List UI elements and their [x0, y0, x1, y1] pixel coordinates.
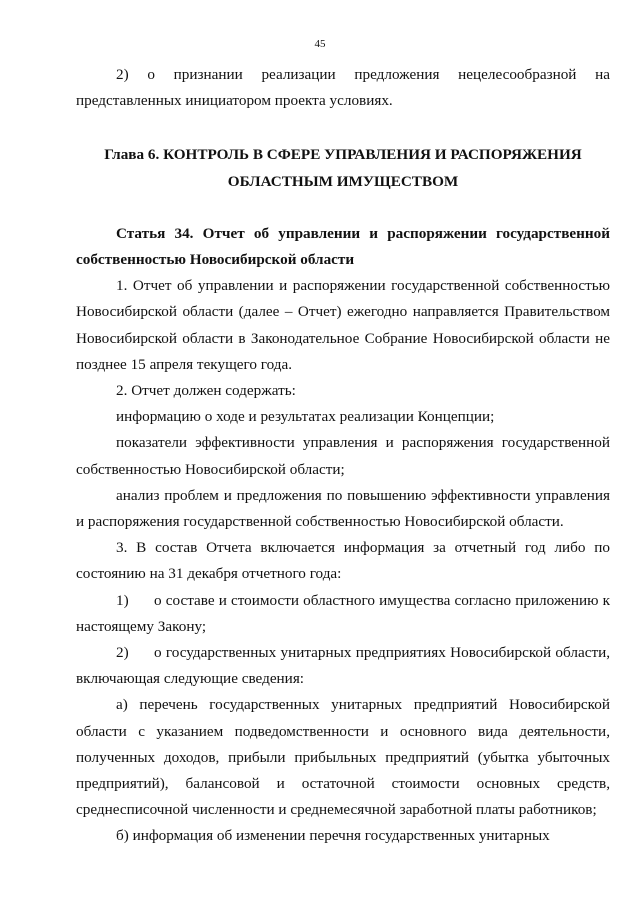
list-item-2 [76, 640, 610, 692]
subitem-a: а) перечень государственных унитарных предприятий Новосибирской области с указанием подведомственности и основного вида деятельности, полученных доходов, прибыли прибыльных предприятий (убытка убыточных предприятий), балансовой и остаточной стоимости основных средств, среднесписочной численности и среднемесячной заработной платы работников; [76, 696, 610, 819]
chapter-heading-line1: Глава 6. КОНТРОЛЬ В СФЕРЕ УПРАВЛЕНИЯ И РАСПОРЯЖЕНИЯ [104, 146, 582, 164]
paragraph-intro: 2) о признании реализации предложения нецелесообразной на представленных инициатором проекта условиях. [76, 66, 610, 110]
list-item-1-number: 1) [116, 591, 129, 609]
chapter-heading-line2: ОБЛАСТНЫМ ИМУЩЕСТВОМ [227, 172, 459, 190]
article-title: Статья 34. Отчет об управлении и распоряжении государственной собственностью Новосибирской области [76, 224, 610, 269]
paragraph-6: 3. В состав Отчета включается информация за отчетный год либо по состоянию на 31 декабря отчетного года: [76, 539, 610, 583]
subitem-b: б) информация об изменении перечня государственных унитарных [116, 827, 550, 845]
paragraph-2: 2. Отчет должен содержать: [116, 382, 296, 400]
list-item-1 [76, 588, 610, 640]
paragraph-1: 1. Отчет об управлении и распоряжении государственной собственностью Новосибирской области (далее – Отчет) ежегодно направляется Правительством Новосибирской области в Законодательное Собрание Новосибирской области не позднее 15 апреля текущего года. [76, 277, 610, 373]
list-item-2-number: 2) [116, 644, 129, 662]
chapter-heading [76, 142, 610, 194]
paragraph-4: показатели эффективности управления и распоряжения государственной собственностью Новосибирской области; [76, 434, 610, 478]
document-body [76, 62, 610, 850]
list-item-2-text: о государственных унитарных предприятиях Новосибирской области, включающая следующие сведения: [76, 644, 610, 688]
list-item-1-text: о составе и стоимости областного имущества согласно приложению к настоящему Закону; [76, 591, 610, 635]
paragraph-5: анализ проблем и предложения по повышению эффективности управления и распоряжения государственной собственностью Новосибирской области. [76, 486, 610, 531]
paragraph-3: информацию о ходе и результатах реализации Концепции; [116, 408, 495, 426]
page-number: 45 [314, 38, 326, 50]
